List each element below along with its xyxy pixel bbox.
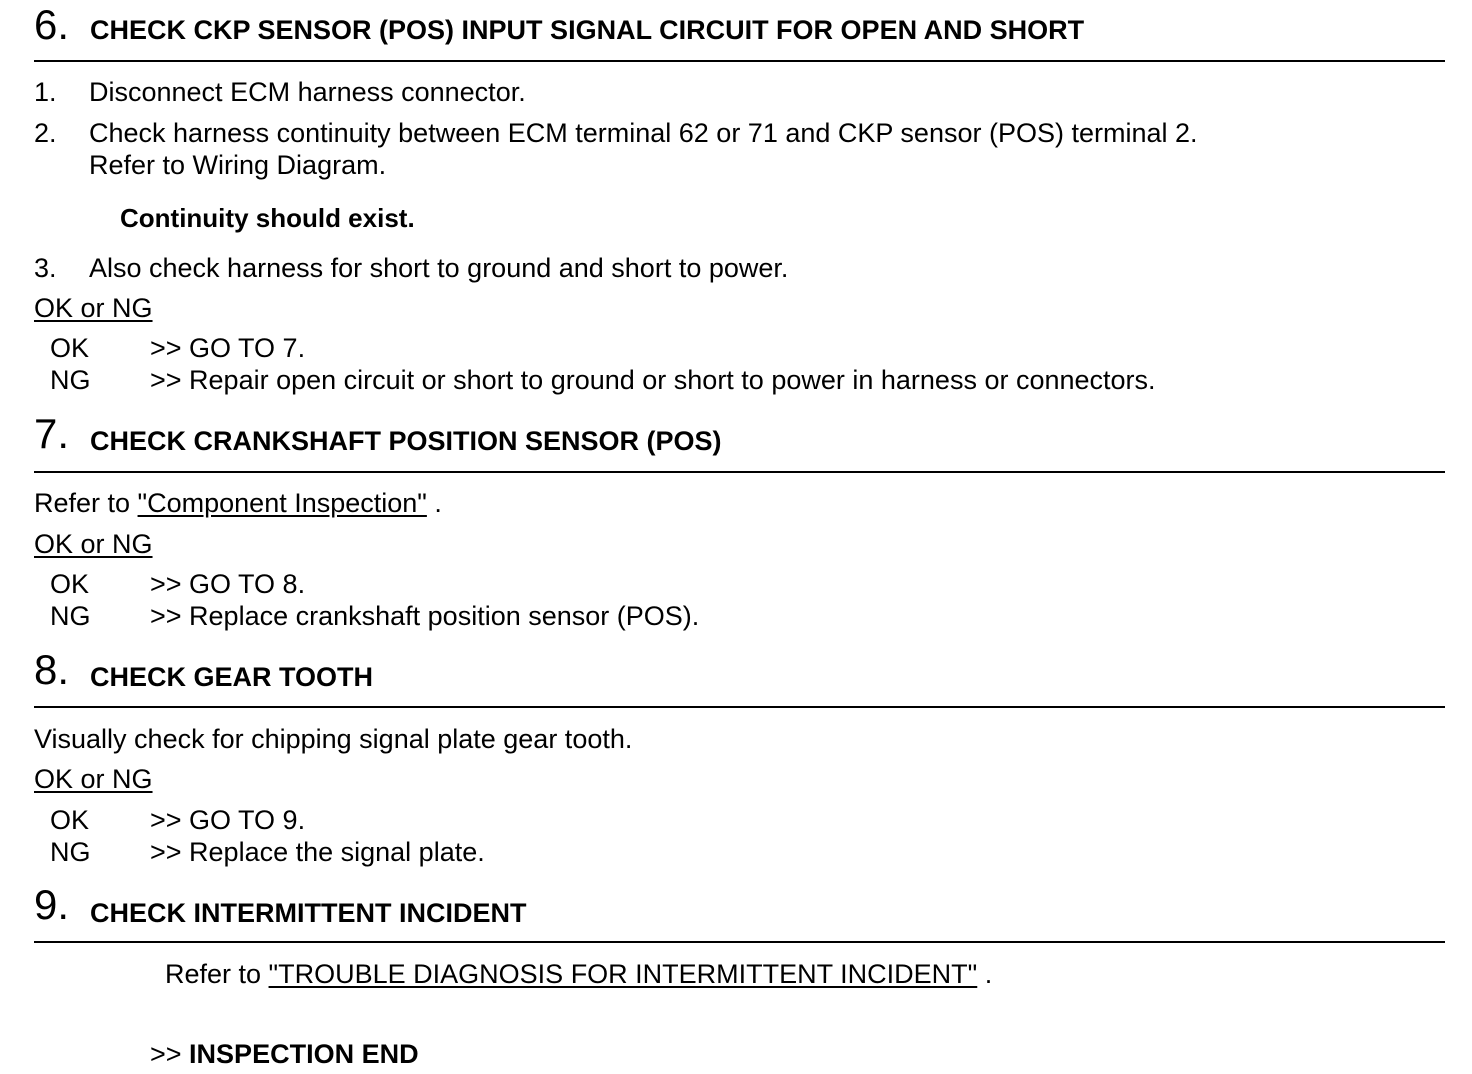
step-6-item-1-text: Disconnect ECM harness connector. bbox=[89, 77, 526, 107]
step-6-ok-or-ng-label: OK or NG bbox=[34, 293, 153, 323]
step-8-divider bbox=[34, 706, 1445, 708]
inspection-end bbox=[150, 1038, 419, 1070]
step-6-item-2-text: Check harness continuity between ECM terminal 62 or 71 and CKP sensor (POS) terminal 2. bbox=[89, 118, 1198, 148]
step-6-title: CHECK CKP SENSOR (POS) INPUT SIGNAL CIRCUIT FOR OPEN AND SHORT bbox=[90, 15, 1085, 45]
step-6-ok-label: OK bbox=[50, 333, 90, 363]
trouble-diagnosis-link[interactable]: "TROUBLE DIAGNOSIS FOR INTERMITTENT INCIDENT" bbox=[268, 959, 978, 989]
step-8-ok-or-ng-label: OK or NG bbox=[34, 764, 153, 794]
step-7-ok-action: >> GO TO 8. bbox=[150, 569, 306, 599]
step-7-divider bbox=[34, 471, 1445, 473]
step-8-ok-label: OK bbox=[50, 805, 90, 835]
step-8-title: CHECK GEAR TOOTH bbox=[90, 662, 374, 692]
step-6-specification: Continuity should exist. bbox=[120, 203, 415, 233]
step-6-divider bbox=[34, 60, 1445, 62]
step-9-title: CHECK INTERMITTENT INCIDENT bbox=[90, 898, 527, 928]
step-7-refer-suffix: . bbox=[426, 488, 442, 518]
step-9-refer-text bbox=[165, 958, 992, 990]
step-6-item-3-number: 3. bbox=[34, 253, 57, 283]
step-8-ok-action: >> GO TO 9. bbox=[150, 805, 306, 835]
step-6-ng-action: >> Repair open circuit or short to ground or short to power in harness or connectors. bbox=[150, 365, 1156, 395]
step-7-ng-label: NG bbox=[50, 601, 91, 631]
step-7-number: 7. bbox=[34, 410, 70, 457]
step-7-refer-text bbox=[34, 487, 442, 519]
step-6-ok-action: >> GO TO 7. bbox=[150, 333, 306, 363]
step-7-ok-or-ng-label: OK or NG bbox=[34, 529, 153, 559]
step-7-ok-label: OK bbox=[50, 569, 90, 599]
step-9-refer-suffix: . bbox=[977, 959, 993, 989]
step-7-refer-prefix: Refer to bbox=[34, 488, 138, 518]
step-8-number: 8. bbox=[34, 646, 70, 693]
step-6-item-2-number: 2. bbox=[34, 118, 57, 148]
step-6-item-3-text: Also check harness for short to ground and short to power. bbox=[89, 253, 789, 283]
step-9-refer-prefix: Refer to bbox=[165, 959, 269, 989]
step-8-ng-label: NG bbox=[50, 837, 91, 867]
step-8-ng-action: >> Replace the signal plate. bbox=[150, 837, 485, 867]
step-6-number: 6. bbox=[34, 1, 70, 48]
step-6-item-1-number: 1. bbox=[34, 77, 57, 107]
step-7-title: CHECK CRANKSHAFT POSITION SENSOR (POS) bbox=[90, 426, 722, 456]
step-6-item-2-text-line2: Refer to Wiring Diagram. bbox=[89, 150, 387, 180]
component-inspection-link[interactable]: "Component Inspection" bbox=[137, 488, 427, 518]
step-6-ng-label: NG bbox=[50, 365, 91, 395]
inspection-end-label: INSPECTION END bbox=[189, 1039, 419, 1069]
step-9-divider bbox=[34, 941, 1445, 943]
step-9-number: 9. bbox=[34, 881, 70, 928]
inspection-end-arrow: >> bbox=[150, 1039, 190, 1069]
step-8-body-text: Visually check for chipping signal plate gear tooth. bbox=[34, 724, 633, 754]
step-7-ng-action: >> Replace crankshaft position sensor (POS). bbox=[150, 601, 700, 631]
